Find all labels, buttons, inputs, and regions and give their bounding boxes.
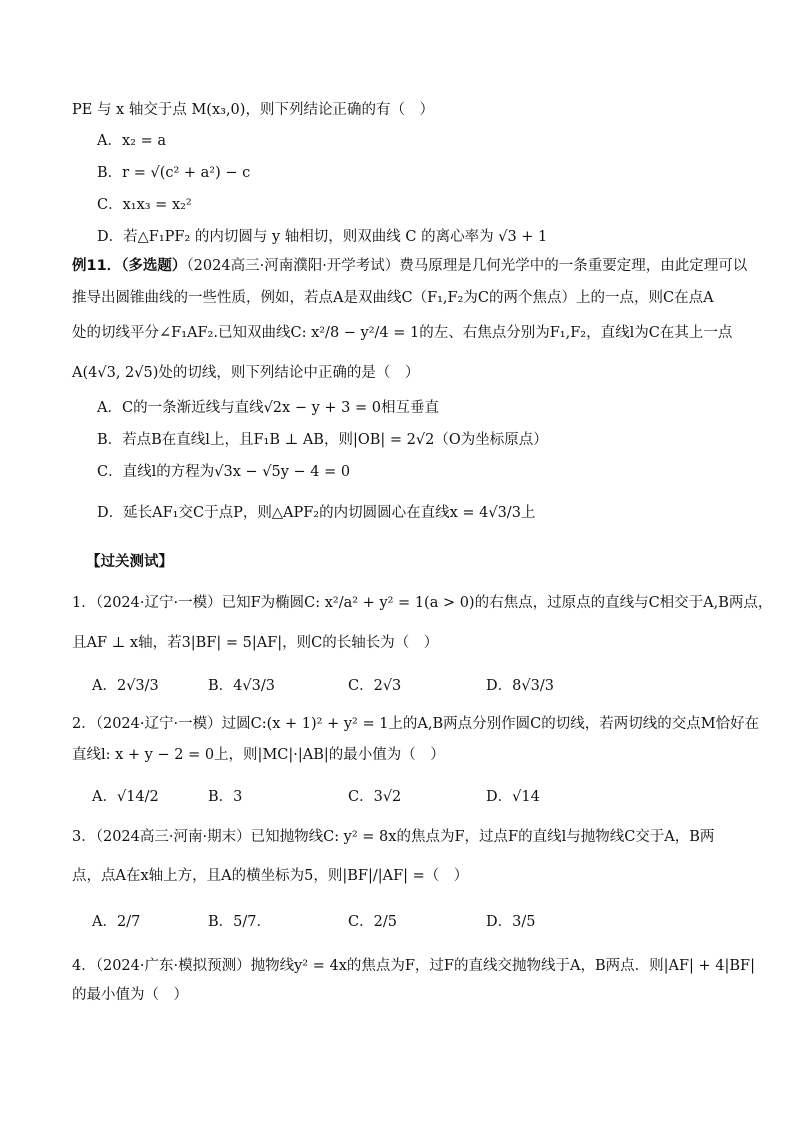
q1-line1: 1．（2024·辽宁·一模）已知F为椭圆C: x²/a² + y² = 1(a > 0)的右焦点，过原点的直线与C相交于A,B两点， [72, 595, 773, 611]
q1-line2: 且AF ⊥ x轴，若3|BF| = 5|AF|，则C的长轴长为（ ） [72, 635, 439, 651]
example-stem-line1: （2024高三·河南濮阳·开学考试）费马原理是几何光学中的一条重要定理，由此定理可以 [186, 258, 748, 274]
q3-option-c: C．2/5 [348, 914, 397, 930]
q4-line2: 的最小值为（ ） [72, 987, 188, 1003]
q1-option-c: C．2√3 [348, 678, 402, 694]
q1-option-b: B．4√3/3 [208, 678, 275, 694]
example-option-c: C．直线l的方程为√3x − √5y − 4 = 0 [97, 464, 351, 480]
option-a: A．x₂ = a [97, 133, 166, 149]
q2-option-c: C．3√2 [348, 789, 402, 805]
q2-line2: 直线l: x + y − 2 = 0上，则|MC|·|AB|的最小值为（ ） [72, 747, 445, 763]
section-title: 【过关测试】 [86, 554, 173, 570]
q3-option-b: B．5/7． [208, 914, 271, 930]
example-stem-line2: 推导出圆锥曲线的一些性质，例如，若点A是双曲线C（F₁,F₂为C的两个焦点）上的一点，则C在点A [72, 290, 714, 306]
example-11-header [72, 256, 747, 276]
q2-option-b: B．3 [208, 789, 243, 805]
q2-line1: 2．（2024·辽宁·一模）过圆C:(x + 1)² + y² = 1上的A,B两点分别作圆C的切线，若两切线的交点M恰好在 [72, 716, 760, 732]
q3-option-a: A．2/7 [92, 914, 141, 930]
example-option-b: B．若点B在直线l上，且F₁B ⊥ AB，则|OB| = 2√2（O为坐标原点） [97, 432, 548, 448]
q2-option-d: D．√14 [486, 789, 540, 805]
option-d: D．若△F₁PF₂ 的内切圆与 y 轴相切，则双曲线 C 的离心率为 √3 + 1 [97, 229, 548, 245]
q4-line1: 4．（2024·广东·模拟预测）抛物线y² = 4x的焦点为F，过F的直线交抛物线于A，B两点．则|AF| + 4|BF| [72, 958, 755, 974]
example-stem-line4: A(4√3, 2√5)处的切线，则下列结论中正确的是（ ） [72, 365, 420, 381]
example-stem-line3: 处的切线平分∠F₁AF₂.已知双曲线C: x²/8 − y²/4 = 1的左、右焦点分别为F₁,F₂，直线l为C在其上一点 [72, 325, 733, 341]
q3-line2: 点，点A在x轴上方，且A的横坐标为5，则|BF|/|AF| =（ ） [72, 868, 469, 884]
question-stem-continued: PE 与 x 轴交于点 M(x₃,0)，则下列结论正确的有（ ） [72, 102, 434, 118]
example-option-a: A．C的一条渐近线与直线√2x − y + 3 = 0相互垂直 [97, 400, 439, 416]
option-b: B．r = √(c² + a²) − c [97, 165, 251, 181]
example-tag: （多选题） [121, 258, 187, 274]
example-option-d: D．延长AF₁交C于点P，则△APF₂的内切圆圆心在直线x = 4√3/3上 [97, 505, 536, 521]
example-label: 例11． [72, 258, 122, 274]
option-c: C．x₁x₃ = x₂² [97, 197, 192, 213]
q1-option-a: A．2√3/3 [92, 678, 159, 694]
q2-option-a: A．√14/2 [92, 789, 159, 805]
q1-option-d: D．8√3/3 [486, 678, 554, 694]
q3-line1: 3．（2024高三·河南·期末）已知抛物线C: y² = 8x的焦点为F，过点F的直线l与抛物线C交于A，B两 [72, 829, 715, 845]
q3-option-d: D．3/5 [486, 914, 536, 930]
